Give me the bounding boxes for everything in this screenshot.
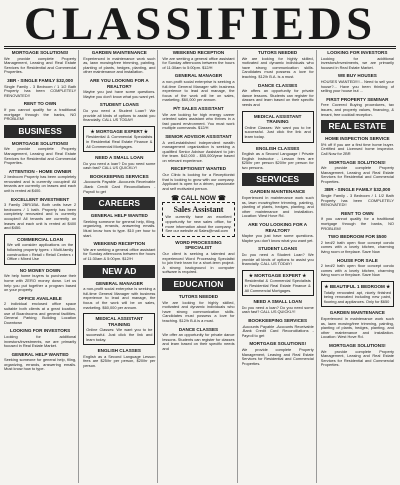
ad-heading: WE BUY HOUSES — [337, 73, 377, 79]
section-header: EDUCATION — [162, 278, 234, 291]
ad-body: Seeking someone for general help, filing, organizing, errands, answering emails. Must know how to type. — [4, 357, 77, 372]
ad-heading: FIRST PROPERTY SEMINAR — [326, 96, 389, 102]
classified-ad — [242, 189, 314, 219]
classified-ad — [242, 318, 314, 338]
ad-heading: ATTENTION - HOME OWNER — [8, 168, 72, 174]
page-title: CLASSIFIEDS — [23, 0, 377, 50]
ad-heading: DANCE CLASSES — [258, 82, 298, 88]
ad-heading: 3BR - SINGLE FAMILY $32,000 — [324, 187, 391, 193]
ad-heading: GARDEN MAINTENANCE — [91, 50, 147, 55]
ad-body: We are seeking a general office assistant for Sunday afternoons between the hours of 11:30am to 5:00pm. $12/H — [162, 55, 235, 70]
classified-ad — [83, 155, 155, 171]
classified-ad — [242, 341, 314, 366]
ad-body: 2 bed/2 bath open floor concept condo comes with a lovely kitchen, charming living room or fireplace. Save Now — [320, 239, 394, 254]
classified-ad — [83, 174, 155, 194]
classified-ad — [4, 268, 76, 293]
classified-ad — [4, 197, 76, 231]
classified-ad — [4, 169, 76, 194]
classified-ad — [4, 296, 76, 326]
ad-heading: OFFICE AVAILABLE — [18, 295, 62, 301]
ad-body: Totally renovated apt, nicely finished being renovated including new paint, flooring and appliances. Only for $650 — [323, 289, 391, 304]
ad-heading: ARE YOU LOOKING FOR A REALTOR? — [248, 222, 308, 233]
ad-body: We provide complete Property Management, Leasing and Real Estate Services for Residential and Commercial Properties. — [320, 348, 394, 368]
ad-body: Do you need a Student Loan? We provide all kinds of options to assist you financially. CALL US TODAY! — [241, 252, 314, 267]
ad-body: Free Covered Buying procedures, tax issues, and property values, financing, & tenant, free cocktail reception. — [320, 102, 394, 117]
classified-ad — [162, 240, 234, 275]
ad-heading: HOUSE FOR SALE — [336, 257, 378, 263]
ad-body: We are looking for high energy career oriented sales assistant who thrives in a fast paced environment. You must work multiple commands. $12/H — [162, 111, 235, 131]
ad-heading: MORTGAGE SOLUTIONS! — [11, 50, 69, 55]
ad-heading: MORTGAGE SOLUTIONS! — [249, 341, 306, 347]
ad-body: We provide complete Property Management, Leasing and Real Estate Services for Residential and Commercial Properties. — [4, 146, 77, 166]
column-4 — [242, 50, 317, 483]
ad-body: a non-profit social enterprise is seeking a full-time General Manager with business experience to lead and manage, the focus of the work will be on sales, marketing. $60,000 per annum. — [162, 78, 235, 103]
ad-body: We provide complete Property Management, Leasing and Real Estate Services for Residential and Commercial Properties. — [241, 346, 314, 366]
section-header: REAL ESTATE — [321, 120, 394, 133]
classified-ad — [83, 313, 155, 345]
ad-body: Experienced in maintenance work such as, lawn mowing/tree trimming, painting, planting of plants, hedges, planting, and other maintenance and installation. Location: West Hove Rd. — [241, 195, 314, 219]
classified-ad — [321, 310, 394, 340]
ad-heading: MORTGAGE SOLUTIONS! — [11, 140, 69, 146]
ad-body: Online Classes: We want you to be successful. Just click the link and learn today. — [244, 124, 311, 139]
ad-body: Single Family - 3 Bedroom / 1 1/2 Bath Property has been COMPLETELY RENOVATED!! — [4, 83, 77, 98]
ad-heading: ★ MORTGAGE EXPERT ★ — [90, 128, 149, 134]
ad-heading: LOOKING FOR INVESTORS — [10, 328, 71, 334]
classified-ad — [4, 141, 76, 166]
classified-ad — [321, 234, 394, 254]
column-5 — [321, 50, 396, 483]
ad-heading: 3BR - SINGLE FAMILY $32,000 — [7, 77, 74, 83]
ad-body: We offer an opportunity for private dance lessons. Students can register for classes and learn based on their specific needs and — [162, 332, 235, 351]
ad-heading: GENERAL MANAGER — [174, 73, 223, 79]
ad-body: Looking for additional investors/investments, we are primarily focused in Real Estate Market. — [4, 333, 77, 349]
ad-heading: SENIOR ADVISOR ASSISTANT — [165, 133, 232, 139]
ad-body: Do you need a loan? Do you need some cash fast? CALL US QUICKLY! — [241, 304, 314, 315]
classified-ad — [162, 106, 234, 131]
ad-body: HOUSES WANTED!!!!... Need to sell your house?... Have you been thinking of selling your house but ... — [320, 78, 394, 94]
classified-ad — [321, 160, 394, 185]
ad-heading: WEEKEND RECEPTION — [93, 241, 146, 247]
classified-ad — [83, 281, 155, 311]
classified-ad — [242, 270, 314, 296]
ad-body: English as a Second Language Lesson fees are $25/hr per person, $20/hr per person. — [83, 353, 156, 368]
ad-body: Our Clinic is looking for a Receptionist that is looking to grow with our company. Applicant is open for a driven, passionate and self motivated person. — [162, 172, 235, 191]
ad-heading: BOOKKEEPING SERVICES — [89, 173, 149, 179]
ad-body: Do you need a loan? Do you need some cash fast? CALL US QUICKLY! — [83, 160, 156, 171]
classified-ad — [242, 83, 314, 108]
ad-heading: Sales Assistant — [173, 205, 224, 215]
classified-ad — [321, 50, 394, 70]
ad-body: 2 individual enclosed office space suitable both clients at a great location, use of Boardrooms and general facilities. General Parking Building Location Downtown — [4, 301, 77, 325]
classified-ad — [83, 102, 155, 122]
ad-heading: MORTGAGE SOLUTIONS! — [329, 159, 386, 165]
ad-heading: NO MONEY DOWN — [19, 267, 61, 273]
ad-heading: HOME INSPECTION SERVICE — [325, 136, 390, 142]
ad-heading: P/T SALES ASSISTANT — [173, 105, 224, 111]
ad-heading: COMMERCIAL LOAN — [17, 236, 64, 242]
ad-heading: NEED A SMALL LOAN — [253, 299, 302, 305]
ad-heading: ★ MORTGAGE EXPERT ★ — [248, 272, 307, 278]
ad-body: If you cannot qualify for a traditional mortgage through the banks, NO PROBLEM! — [4, 106, 77, 122]
ad-body: a non-profit social enterprise is seeking a full-time General Manager with business experience to lead and manage, the focus of the work will be on sales, marketing. $60,000 per annum. — [83, 286, 156, 310]
ad-heading: TWO BEDROOM FOR $500 — [328, 234, 387, 240]
ad-heading: LOOKING FOR INVESTORS — [327, 50, 388, 55]
classified-ad — [321, 343, 394, 368]
ad-heading: NEED A SMALL LOAN — [95, 155, 144, 161]
ad-body: Experienced in maintenance work such as, lawn mowing/tree trimming, painting, planting of plants, hedges, planting, and other maintenance and installation. Location: West Hove Rd. — [320, 315, 394, 340]
ad-body: -Accounts Payable -Accounts Receivable -Bank Credit Card Reconciliations -Payroll to get — [241, 323, 314, 338]
ad-body: 2 bed/2 bath open floor concept condo comes with a lovely kitchen, charming living room or fireplace. Save Now — [320, 263, 394, 278]
classified-ad — [4, 328, 76, 348]
classified-ad — [321, 211, 394, 231]
ad-heading: GENERAL HELP WANTED — [90, 213, 148, 219]
ad-body: Our client is seeking a talented and experienced Word Processing Specialist to join their team for a short-term project. A strong background in computer software is required. — [162, 251, 235, 275]
classified-ad — [83, 348, 155, 368]
classified-ad — [4, 352, 76, 372]
ad-body: If you cannot qualify for a traditional mortgage through the banks, NO PROBLEM! — [320, 216, 394, 231]
ad-heading: TUTORS NEEDED — [258, 50, 298, 55]
classified-ad — [242, 222, 314, 243]
ad-body: Seeking someone for general help, filing, organizing, errands, answering emails. Must know how to type. $10 per hour to start. — [83, 218, 156, 238]
classified-ad — [321, 187, 394, 207]
classified-ad — [242, 146, 314, 171]
ad-heading: ARE YOU LOOKING FOR A REALTOR? — [89, 77, 149, 89]
classified-ad — [242, 111, 314, 143]
ad-heading: WEEKEND RECEPTION — [172, 50, 225, 55]
classified-ad — [321, 97, 394, 117]
ad-body: Do you need a Student Loan? We provide all kinds of options to assist you financially. CALL US TODAY! — [83, 107, 156, 123]
classified-ad — [83, 78, 155, 99]
section-header: BUSINESS — [4, 125, 76, 138]
classified-ad — [83, 213, 155, 238]
classified-ad — [162, 134, 234, 164]
classified-ad — [162, 327, 234, 352]
ad-body: Residential & Commercial Specialists in Residential Real Estate Finance & All Commercial Mortgages. — [244, 278, 311, 293]
ad-heading: STUDENT LOANS — [258, 246, 298, 252]
classified-ad — [321, 136, 394, 156]
ad-body: We help home buyers to purchase their home with ZERO money down. Let us help you put together a program based on your property. — [4, 273, 77, 293]
classified-columns — [4, 50, 396, 483]
classified-ad — [4, 101, 76, 121]
ad-body: We are seeking a general office assistant for Sunday afternoons between the hours of 11:30am & 5:00pm. $12/H — [83, 246, 156, 261]
classified-ad — [83, 50, 155, 75]
classified-ad — [321, 281, 394, 307]
column-1 — [4, 50, 79, 483]
classified-ad — [83, 126, 155, 152]
classified-ad — [162, 294, 234, 324]
title-rule-bottom — [4, 48, 396, 49]
ad-body: We currently have an excellent opportunity for new sales office, for more information about the company. See our website at Sales@mail.com — [165, 214, 232, 234]
ad-body: English as a Second Language / Private English Instructor - Lesson fees are $25/hr per person $20/hr per person for two persons. — [241, 151, 314, 170]
section-header: NEW AD — [83, 265, 155, 278]
ad-body: We provide complete Property Management, Leasing and Real Estate Services for Residential and Commercial Properties. — [320, 165, 394, 184]
ad-heading: RECEPTIONIST WANTED — [170, 166, 227, 172]
ad-body: We offers an opportunity for private dance lessons. Students can register for classes and learn based on their specific needs and — [241, 88, 314, 107]
ad-heading: DANCE CLASSES — [178, 326, 219, 332]
ad-heading: GARDEN MAINTENANCE — [329, 310, 385, 316]
classified-ad — [242, 246, 314, 266]
ad-body: We are looking for highly skilled, motivated and dynamic individuals who have strong communication skills. Candidates must possess a love for teaching. $12/h B.A. is a must. — [241, 55, 314, 79]
call-now-banner: ☎ CALL NOW ☎ — [171, 195, 226, 203]
ad-body: Online Classes: We want you to be successful. Just click the link and learn today. — [86, 327, 153, 342]
ad-heading: TUTORS NEEDED — [178, 293, 219, 299]
column-2 — [83, 50, 158, 483]
ad-heading: WORD PROCESSING SPECIALIST — [175, 239, 222, 251]
classified-ad — [162, 166, 234, 191]
ad-body: Single Family - 3 Bedroom / 1 1/2 Bath Property has been COMPLETELY RENOVATED!! — [320, 193, 394, 208]
ad-body: We provide complete Property Management, Leasing and Real Estate Services for Residential and Commercial Properties. — [4, 55, 77, 75]
classified-ad — [321, 73, 394, 93]
ad-heading: ENGLISH CLASSES — [97, 348, 141, 354]
ad-body: A well-established independent wealth management organization is seeking a qualified Senior Advisor Assistant to join the team. $42,000 - $55,000/year based on relevant experience. — [162, 139, 235, 163]
title-rule-top — [4, 46, 396, 47]
classified-ad — [4, 234, 76, 265]
ad-heading: GENERAL HELP WANTED — [11, 351, 69, 357]
classified-ad — [162, 202, 234, 236]
ad-heading: ★ BEAUTIFUL 1 BEDROOM ★ — [324, 283, 391, 289]
ad-heading: RENT TO OWN — [23, 101, 57, 107]
ad-body: Residential & Commercial Specialists in Residential Real Estate Finance & All Commercial Mortgages. — [86, 134, 153, 149]
ad-body: Maybe you just have some questions. Maybe you don't know what you want yet. — [83, 89, 156, 99]
ad-body: 2 bedroom Property has been completely renovated and is currently occupied! All tenants are currently on leases and each unit is rented at $400. — [4, 174, 77, 194]
ad-body: Maybe you just have some questions. Maybe you don't know what you want yet. — [241, 233, 314, 243]
ad-body: Experienced in maintenance work such as, lawn mowing/tree trimming, painting, planting of plants, hedges, planting, and other maintenance and installation. — [83, 55, 156, 75]
classified-ad — [162, 73, 234, 103]
classified-ad — [4, 78, 76, 98]
section-header: CAREERS — [83, 197, 155, 210]
section-header: SERVICES — [242, 173, 314, 186]
classified-ad — [4, 50, 76, 75]
ad-heading: MEDICAL ASSISTANT TRAINING — [253, 113, 302, 125]
ad-heading: GARDEN MAINTENANCE — [250, 189, 306, 195]
ad-body: -Accounts Payable -Accounts Receivable -Bank Credit Card Reconciliations -Payroll to get — [83, 179, 156, 194]
ad-heading: MORTGAGE SOLUTIONS! — [329, 342, 386, 348]
classified-ad — [321, 258, 394, 278]
ad-heading: BOOKKEEPING SERVICES — [248, 317, 308, 323]
classified-ad — [162, 50, 234, 70]
ad-heading: STUDENT LOANS — [99, 102, 139, 108]
ad-body: 3 Family 2BR/1BA. Both units have 2 bedrooms / 1 bath. Property has been completely renovated and is currently occupied! All tenants are currently on leases and each unit is rented at $400 and $450. — [4, 202, 77, 231]
classified-ad — [83, 241, 155, 261]
classified-ad — [242, 299, 314, 315]
ad-body: 5% off if you are a first time home buyer. Certified and Licensed home inspector. Call Now for 2BR — [320, 141, 394, 156]
ad-body: We are looking for highly skilled, motivated and dynamic individuals who have strong communication skills. Candidates must possess a love for teaching. $12/h B.A is a must. — [162, 299, 235, 323]
column-3 — [162, 50, 237, 483]
ad-body: Looking for additional investors/investments, we are primarily focused in Real Estate Market. — [320, 55, 394, 70]
ad-heading: ENGLISH CLASSES — [255, 145, 300, 151]
ad-body: We will consider applications on the following property types: • Multi-family construction • Retail • Retail Centers • Office • Mixed Use — [7, 242, 74, 262]
ad-heading: MEDICAL ASSISTANT TRAINING — [95, 316, 144, 327]
ad-heading: RENT TO OWN — [341, 210, 374, 216]
ad-heading: GENERAL MANAGER — [95, 280, 143, 286]
ad-heading: EXCELLENT INVESTMENT — [10, 196, 70, 202]
classified-ad — [242, 50, 314, 80]
